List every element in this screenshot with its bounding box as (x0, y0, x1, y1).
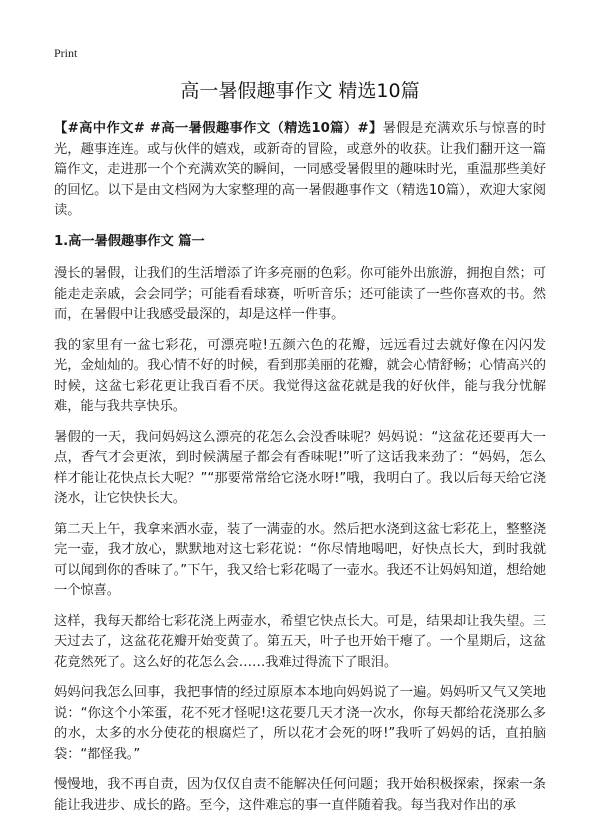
section-heading: 1.高一暑假趣事作文 篇一 (54, 233, 205, 249)
document-body (54, 119, 546, 826)
body-paragraph-3: 暑假的一天，我问妈妈这么漂亮的花怎么会没香味呢？妈妈说：“这盆花还要再大一点，香气才会更浓，到时候满屋子都会有香味呢!”听了这话我来劲了：“妈妈，怎么样才能让花快点长大呢？”“那要常常给它浇水呀!”哦，我明白了。我以后每天给它浇浇水，让它快快长大。 (54, 429, 546, 506)
document-title: 高一暑假趣事作文 精选10篇 (180, 80, 420, 102)
intro-tag: 【#高中作文# #高一暑假趣事作文（精选10篇）#】 (54, 121, 383, 136)
body-paragraph-1: 漫长的暑假，让我们的生活增添了许多亮丽的色彩。你可能外出旅游，拥抱自然；可能走走亲戚，会会同学；可能看看球赛，听听音乐；还可能读了一些你喜欢的书。然而，在暑假中让我感受最深的，却是这样一件事。 (54, 266, 546, 322)
body-paragraph-4: 第二天上午，我拿来洒水壶，装了一满壶的水。然后把水浇到这盆七彩花上，整整浇完一壶，我才放心，默默地对这七彩花说：“你尽情地喝吧，好快点长大，到时我就可以闻到你的香味了。”下午，我又给七彩花喝了一壶水。我还不让妈妈知道，想给她一个惊喜。 (54, 521, 546, 598)
body-paragraph-7: 慢慢地，我不再自责，因为仅仅自责不能解决任何问题；我开始积极探索，探索一条能让我进步、成长的路。至今，这件难忘的事一直伴随着我。每当我对作出的承 (54, 777, 546, 813)
body-paragraph-6: 妈妈问我怎么回事，我把事情的经过原原本本地向妈妈说了一遍。妈妈听又气又笑地说：“你这个小笨蛋，花不死才怪呢!这花要几天才浇一次水，你每天都给花浇那么多的水，太多的水分使花的根腐烂了，所以花才会死的呀!”我听了妈妈的话，直拍脑袋：“都怪我。” (54, 685, 546, 762)
intro-text: 暑假是充满欢乐与惊喜的时光，趣事连连。或与伙伴的嬉戏，或新奇的冒险，或意外的收获。让我们翻开这一篇篇作文，走进那一个个充满欢笑的瞬间，一同感受暑假里的趣味时光，重温那些美好的回忆。以下是由文档网为大家整理的高一暑假趣事作文（精选10篇），欢迎大家阅读。 (54, 121, 546, 218)
print-link[interactable]: Print (54, 46, 78, 60)
body-paragraph-2: 我的家里有一盆七彩花，可漂亮啦!五颜六色的花瓣，远远看过去就好像在闪闪发光，金灿灿的。我心情不好的时候，看到那美丽的花瓣，就会心情舒畅；心情高兴的时候，这盆七彩花更让我百看不厌。我觉得这盆花就是我的好伙伴，能与我分忧解难，能与我共享快乐。 (54, 337, 546, 414)
intro-paragraph (54, 119, 546, 222)
body-paragraph-5: 这样，我每天都给七彩花浇上两壶水，希望它快点长大。可是，结果却让我失望。三天过去了，这盆花花瓣开始变黄了。第五天，叶子也开始干瘪了。一个星期后，这盆花竟然死了。这么好的花怎么会……我难过得流下了眼泪。 (54, 613, 546, 670)
